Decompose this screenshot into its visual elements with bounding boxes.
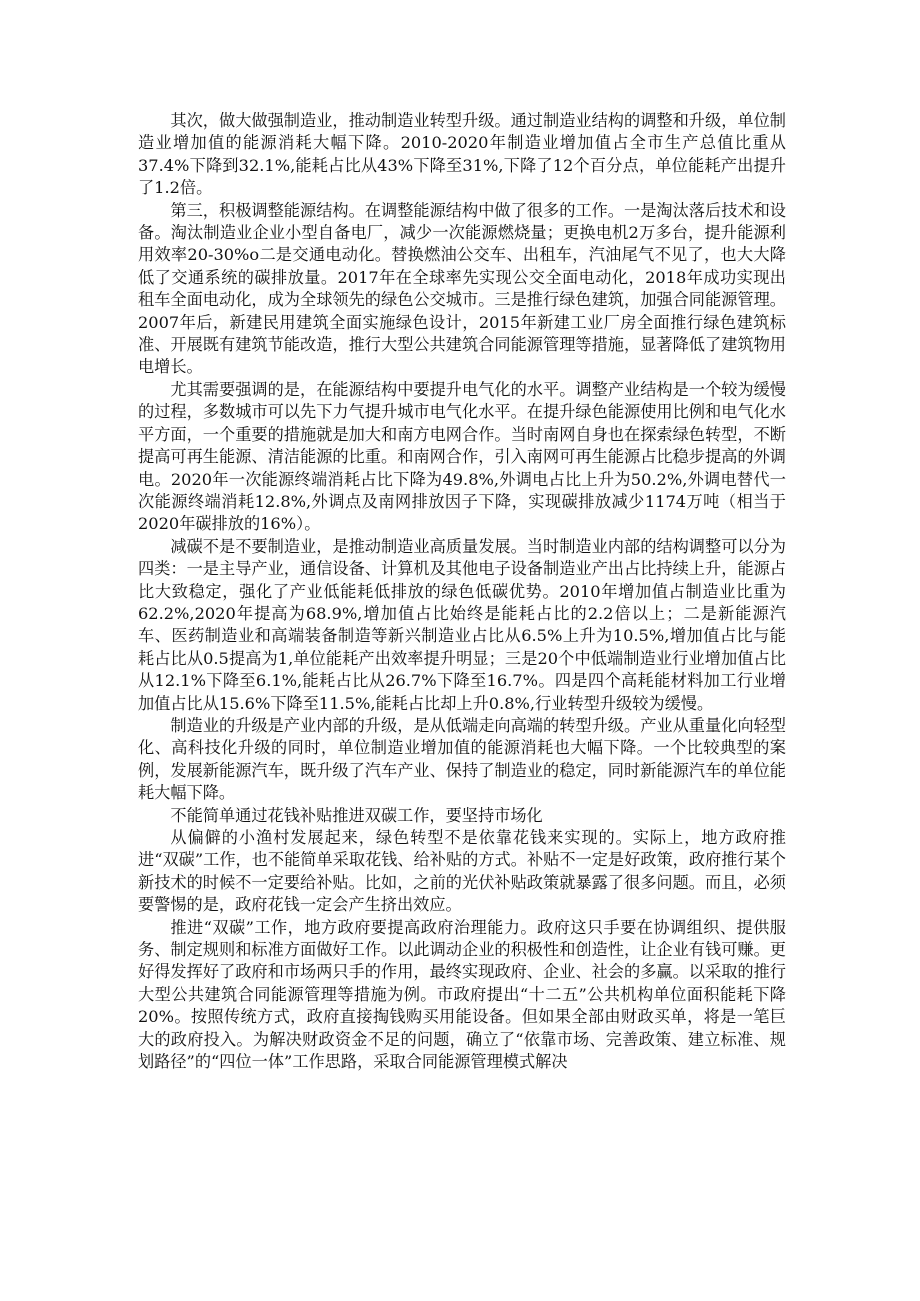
- paragraph-manufacturing-upgrade: 其次，做大做强制造业，推动制造业转型升级。通过制造业结构的调整和升级，单位制造业增加值的能源消耗大幅下降。2010-2020年制造业增加值占全市生产总值比重从37.4%下降到32.1%,能耗占比从43%下降至31%,下降了12个百分点，单位能耗产出提升了1.2倍。: [138, 111, 786, 198]
- section-heading-market-approach: 不能简单通过花钱补贴推进双碳工作，要坚持市场化: [170, 805, 543, 825]
- paragraph-high-quality-manufacturing: 减碳不是不要制造业，是推动制造业高质量发展。当时制造业内部的结构调整可以分为四类：一是主导产业，通信设备、计算机及其他电子设备制造业产出占比持续上升，能源占比大致稳定，强化了产业低能耗低排放的绿色低碳优势。2010年增加值占制造业比重为62.2%,2020年提高为68.9%,增加值占比始终是能耗占比的2.2倍以上；二是新能源汽车、医药制造业和高端装备制造等新兴制造业占比从6.5%上升为10.5%,增加值占比与能耗占比从0.5提高为1,单位能耗产出效率提升明显；三是20个中低端制造业行业增加值占比从12.1%下降至6.1%,能耗占比从26.7%下降至16.7%。四是四个高耗能材料加工行业增加值占比从15.6%下降至11.5%,能耗占比却上升0.8%,行业转型升级较为缓慢。: [138, 536, 786, 713]
- paragraph-governance: 推进“双碳”工作，地方政府要提高政府治理能力。政府这只手要在协调组织、提供服务、制定规则和标准方面做好工作。以此调动企业的积极性和创造性，让企业有钱可赚。更好得发挥好了政府和市场两只手的作用，最终实现政府、企业、社会的多赢。以采取的推行大型公共建筑合同能源管理等措施为例。市政府提出“十二五”公共机构单位面积能耗下降20%。按照传统方式，政府直接掏钱购买用能设备。但如果全部由财政买单，将是一笔巨大的政府投入。为解决财政资金不足的问题，确立了“依靠市场、完善政策、建立标准、规划路径”的“四位一体”工作思路，采取合同能源管理模式解决: [138, 917, 786, 1072]
- paragraph-subsidy-caution: 从偏僻的小渔村发展起来，绿色转型不是依靠花钱来实现的。实际上，地方政府推进“双碳”工作，也不能简单采取花钱、给补贴的方式。补贴不一定是好政策，政府推行某个新技术的时候不一定要给补贴。比如，之前的光伏补贴政策就暴露了很多问题。而且，必须要警惕的是，政府花钱一定会产生挤出效应。: [138, 828, 786, 915]
- paragraph-electrification: 尤其需要强调的是，在能源结构中要提升电气化的水平。调整产业结构是一个较为缓慢的过程，多数城市可以先下力气提升城市电气化水平。在提升绿色能源使用比例和电气化水平方面，一个重要的措施就是加大和南方电网合作。当时南网自身也在探索绿色转型，不断提高可再生能源、清洁能源的比重。和南网合作，引入南网可再生能源占比稳步提高的外调电。2020年一次能源终端消耗占比下降为49.8%,外调电占比上升为50.2%,外调电替代一次能源终端消耗12.8%,外调点及南网排放因子下降，实现碳排放减少1174万吨（相当于2020年碳排放的16%）。: [138, 379, 786, 534]
- document-page: [138, 110, 786, 1073]
- paragraph-industry-upgrade: 制造业的升级是产业内部的升级，是从低端走向高端的转型升级。产业从重量化向轻型化、高科技化升级的同时，单位制造业增加值的能源消耗也大幅下降。一个比较典型的案例，发展新能源汽车，既升级了汽车产业、保持了制造业的稳定，同时新能源汽车的单位能耗大幅下降。: [138, 715, 786, 803]
- paragraph-energy-structure: 第三，积极调整能源结构。在调整能源结构中做了很多的工作。一是淘汰落后技术和设备。淘汰制造业企业小型自备电厂，减少一次能源燃烧量；更换电机2万多台，提升能源利用效率20-30%o二是交通电动化。替换燃油公交车、出租车，汽油尾气不见了，也大大降低了交通系统的碳排放量。2017年在全球率先实现公交全面电动化，2018年成功实现出租车全面电动化，成为全球领先的绿色公交城市。三是推行绿色建筑，加强合同能源管理。2007年后，新建民用建筑全面实施绿色设计，2015年新建工业厂房全面推行绿色建筑标准、开展既有建筑节能改造，推行大型公共建筑合同能源管理等措施，显著降低了建筑物用电增长。: [138, 200, 786, 377]
